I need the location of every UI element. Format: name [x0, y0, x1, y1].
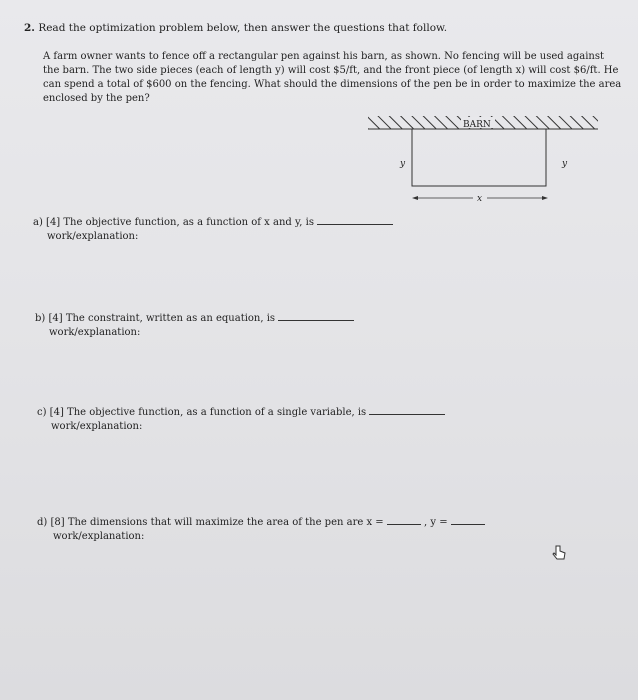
- part-a-answer-blank[interactable]: [317, 214, 393, 225]
- part-c-label: c) [4] The objective function, as a function of a single variable, is: [37, 407, 367, 418]
- part-a: [33, 214, 393, 244]
- barn-pen-diagram: [360, 110, 630, 210]
- part-b-answer-blank[interactable]: [278, 310, 354, 321]
- front-label: x: [477, 194, 483, 204]
- question-heading: [24, 22, 447, 34]
- part-b: [35, 310, 354, 340]
- part-b-label: b) [4] The constraint, written as an equation, is: [35, 313, 276, 324]
- problem-text: A farm owner wants to fence off a rectangular pen against his barn, as shown. No fencing will be used against the barn. The two side pieces (each of length y) will cost $5/ft, and the front piece (of length x) will cost $6/ft. He can spend a total of $600 on the fencing. What should the dimensions of the pen be in order to maximize the area enclosed by the pen?: [43, 51, 622, 104]
- part-d-y-blank[interactable]: [451, 514, 485, 525]
- part-d-work: work/explanation:: [53, 531, 145, 542]
- part-d: [37, 514, 485, 544]
- part-c: [37, 404, 445, 434]
- part-a-label: a) [4] The objective function, as a function of x and y, is: [33, 217, 314, 228]
- pen-fence: [412, 129, 546, 186]
- right-side-label: y: [562, 159, 568, 169]
- part-d-mid-label: , y =: [424, 517, 448, 528]
- question-title: Read the optimization problem below, then answer the questions that follow.: [38, 22, 448, 34]
- hand-pointer-icon: [551, 543, 569, 561]
- part-b-work: work/explanation:: [49, 327, 141, 338]
- part-d-x-blank[interactable]: [387, 514, 421, 525]
- question-number: 2.: [24, 22, 35, 34]
- part-a-work: work/explanation:: [47, 231, 139, 242]
- part-c-work: work/explanation:: [51, 421, 143, 432]
- left-side-label: y: [400, 159, 406, 169]
- barn-label: BARN: [463, 120, 491, 130]
- part-c-answer-blank[interactable]: [369, 404, 445, 415]
- part-d-label: d) [8] The dimensions that will maximize the area of the pen are x =: [37, 517, 384, 528]
